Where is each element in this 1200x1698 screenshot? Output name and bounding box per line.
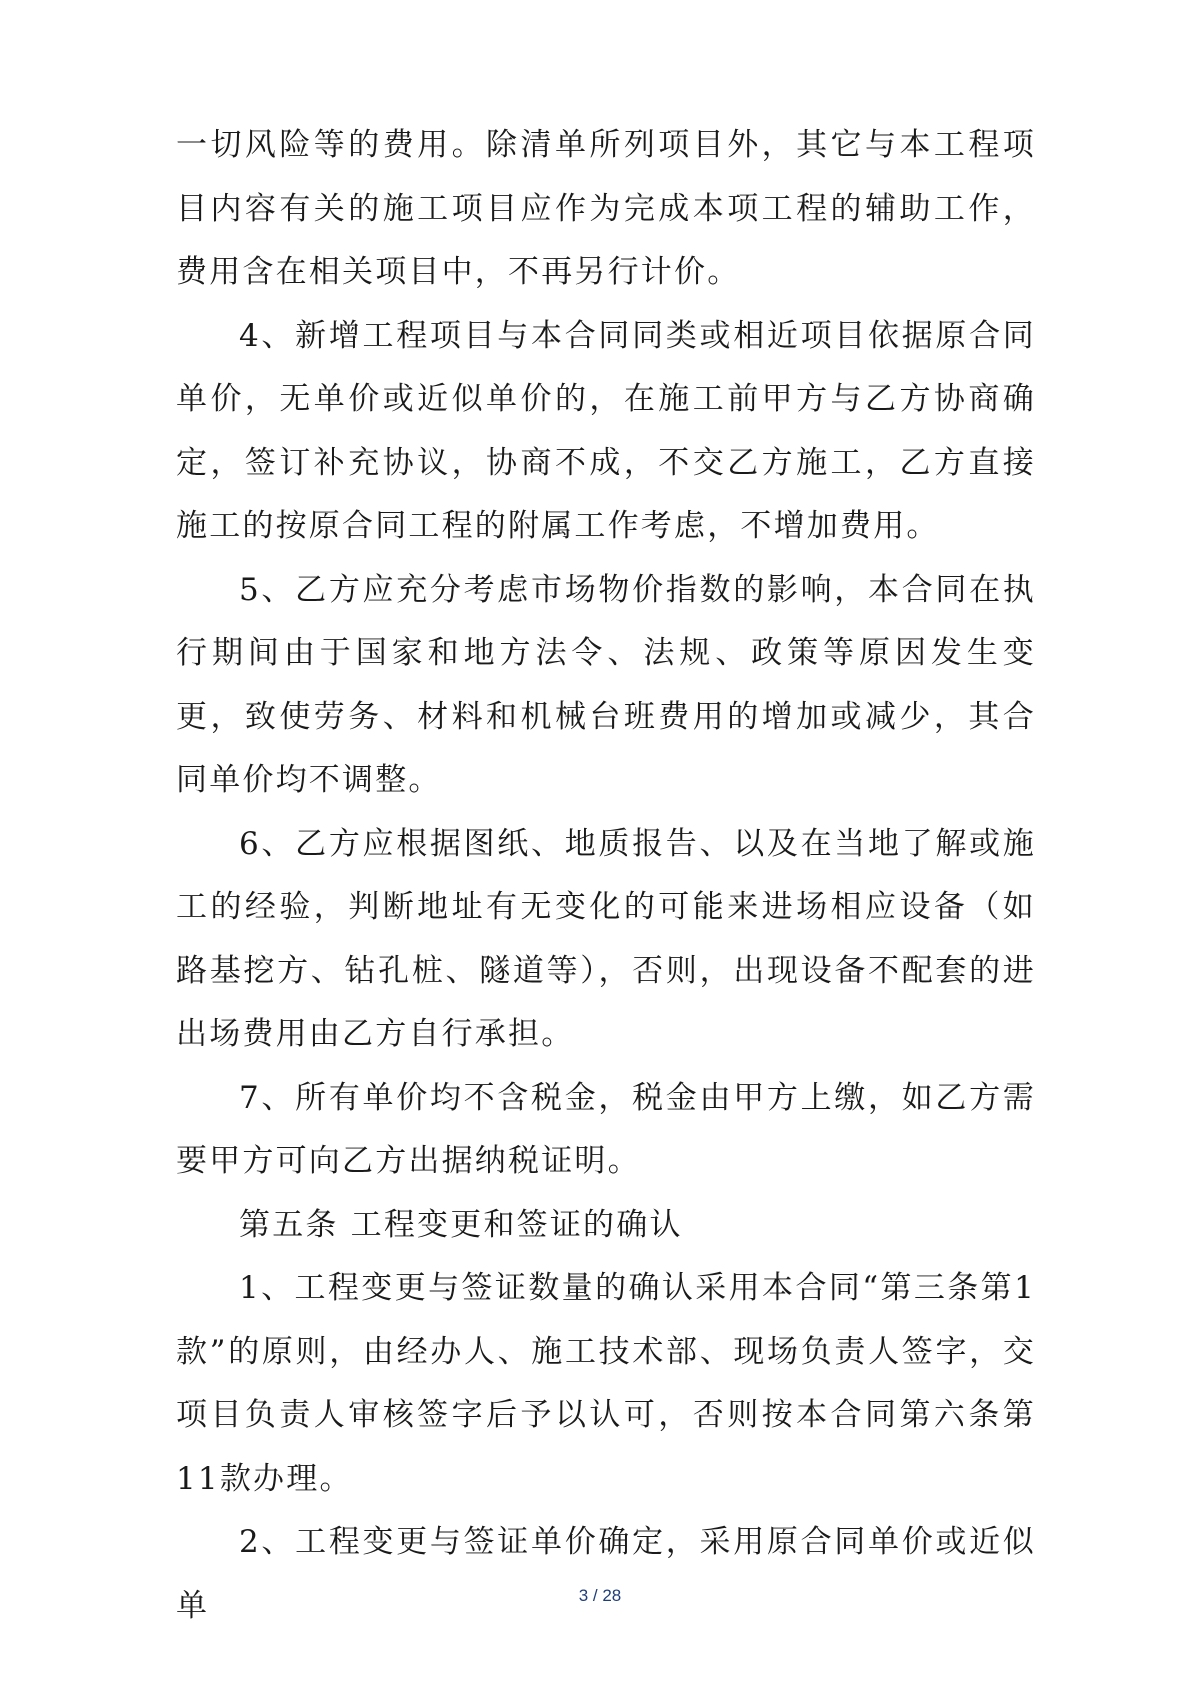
section-heading: 第五条 工程变更和签证的确认 (239, 1206, 683, 1243)
paragraph-item-4: 4、新增工程项目与本合同同类或相近项目依据原合同单价，无单价或近似单价的，在施工前甲方与乙方协商确定，签订补充协议，协商不成，不交乙方施工，乙方直接施工的按原合同工程的附属工作考虑，不增加费用。 (176, 317, 1036, 544)
paragraph-item-7: 7、所有单价均不含税金，税金由甲方上缴，如乙方需要甲方可向乙方出据纳税证明。 (176, 1079, 1036, 1179)
paragraph-item-1: 1、工程变更与签证数量的确认采用本合同“第三条第1款”的原则，由经办人、施工技术部、现场负责人签字，交项目负责人审核签字后予以认可，否则按本合同第六条第11款办理。 (176, 1270, 1036, 1497)
page-number: 3 / 28 (578, 1586, 622, 1605)
paragraph-continuation: 一切风险等的费用。除清单所列项目外，其它与本工程项目内容有关的施工项目应作为完成本项工程的辅助工作，费用含在相关项目中，不再另行计价。 (176, 127, 1036, 290)
paragraph-item-5: 5、乙方应充分考虑市场物价指数的影响，本合同在执行期间由于国家和地方法令、法规、政策等原因发生变更，致使劳务、材料和机械台班费用的增加或减少，其合同单价均不调整。 (176, 571, 1036, 798)
paragraph-item-2: 2、工程变更与签证单价确定，采用原合同单价或近似单 (176, 1524, 1036, 1624)
paragraph-item-6: 6、乙方应根据图纸、地质报告、以及在当地了解或施工的经验，判断地址有无变化的可能来进场相应设备（如路基挖方、钻孔桩、隧道等），否则，出现设备不配套的进出场费用由乙方自行承担。 (176, 825, 1036, 1052)
document-body (176, 114, 1036, 1638)
